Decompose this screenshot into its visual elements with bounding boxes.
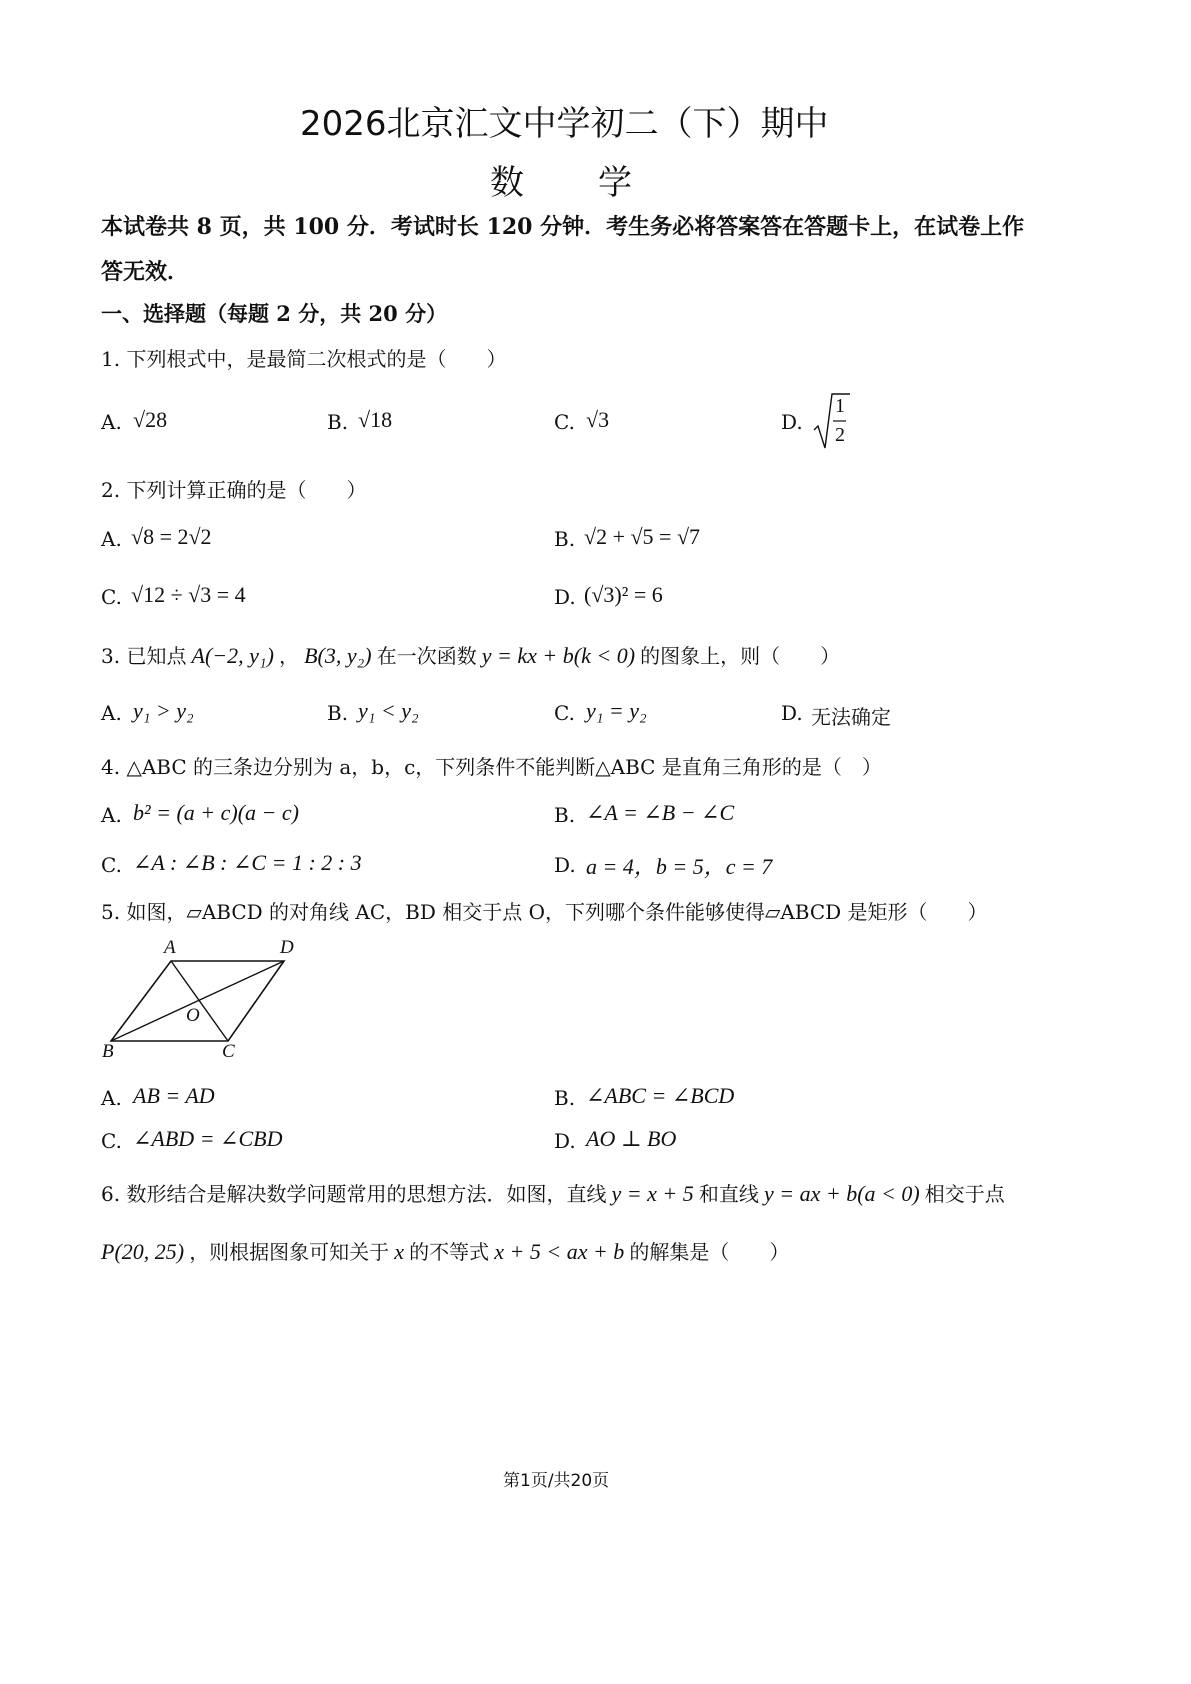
q4-option-c-expr: ∠A : ∠B : ∠C = 1 : 2 : 3 [133,850,362,875]
figure-label-b: B [102,1041,114,1062]
q3-point-a: A(−2, y₁) [191,643,274,668]
q3-prefix: 3. 已知点 [101,644,187,668]
q5-option-c-expr: ∠ABD = ∠CBD [133,1126,283,1151]
figure-label-c: C [222,1041,235,1062]
q6-line2-x: x [394,1239,405,1264]
q1-option-d-label: D. [781,410,803,434]
q3-option-c-label: C. [554,701,575,725]
question-3-stem [101,640,840,669]
q4-option-d-expr: a = 4，b = 5，c = 7 [586,854,773,879]
q4-option-d-label: D. [554,853,576,877]
q1-option-b-expr: √18 [358,407,393,432]
q3-mid: 在一次函数 [376,644,477,668]
question-5-stem: 5. 如图，▱ABCD 的对角线 AC，BD 相交于点 O，下列哪个条件能够使得▱ABCD 是矩形（ ） [101,900,988,924]
q5-option-d-label: D. [554,1129,576,1153]
q1-option-a-label: A. [101,410,122,434]
q1-option-b-label: B. [327,410,349,434]
q1-d-numerator: 1 [835,395,845,417]
figure-label-o: O [186,1005,200,1026]
q2-option-c-expr: √12 ÷ √3 = 4 [131,582,246,607]
q1-option-a-expr: √28 [133,407,168,432]
q1-option-c-label: C. [554,410,575,434]
parallelogram-diagram [100,935,310,1065]
q1-d-denominator: 2 [835,424,845,446]
q3-option-b-expr: y₁ < y₂ [358,698,419,723]
sqrt-fraction-icon [812,390,852,452]
q6-line2-expr: x + 5 < ax + b [494,1239,625,1264]
q5-option-a-label: A. [101,1086,122,1110]
q6-line1-prefix: 6. 数形结合是解决数学问题常用的思想方法．如图，直线 [101,1182,607,1206]
question-2-stem: 2. 下列计算正确的是（ ） [101,478,367,502]
q3-point-b: B(3, y₂) [304,643,372,668]
q3-sep: ， [279,644,299,668]
q2-option-b-expr: √2 + √5 = √7 [584,524,701,549]
q3-option-b-label: B. [327,701,349,725]
q3-option-d-text: 无法确定 [811,705,891,729]
q6-line1-expr2: y = ax + b(a < 0) [763,1181,920,1206]
q3-function: y = kx + b(k < 0) [481,643,636,668]
q4-option-a-expr: b² = (a + c)(a − c) [133,800,299,825]
subject-title: 数 学 [490,163,634,203]
q5-option-d-expr: AO ⊥ BO [586,1126,677,1151]
q2-option-c-label: C. [101,585,122,609]
q3-suffix: 的图象上，则（ ） [640,644,841,668]
q3-option-d-label: D. [781,701,803,725]
q5-option-a-expr: AB = AD [133,1083,215,1108]
page-footer: 第1页/共20页 [503,1471,610,1491]
question-6-line2 [101,1236,789,1265]
figure-label-d: D [280,937,294,958]
q5-option-b-expr: ∠ABC = ∠BCD [586,1083,735,1108]
q2-option-d-expr: (√3)² = 6 [584,582,663,607]
instructions-line2: 答无效． [101,259,190,285]
q6-line1-expr1: y = x + 5 [611,1181,694,1206]
figure-label-a: A [164,937,176,958]
instructions-line1: 本试卷共 8 页，共 100 分．考试时长 120 分钟．考生务必将答案答在答题卡上，在试卷上作 [101,214,1025,240]
q1-option-d-expr [812,390,852,452]
q6-line2-mid: ，则根据图象可知关于 [189,1240,390,1264]
q6-line2-suffix: 的解集是（ ） [629,1240,790,1264]
q5-option-c-label: C. [101,1129,122,1153]
q3-option-c-expr: y₁ = y₂ [586,698,647,723]
q6-line2-mid2: 的不等式 [409,1240,490,1264]
q2-option-a-label: A. [101,527,122,551]
q3-option-a-expr: y₁ > y₂ [133,698,194,723]
exam-title: 2026北京汇文中学初二（下）期中 [300,104,829,144]
q1-option-c-expr: √3 [586,407,610,432]
q2-option-a-expr: √8 = 2√2 [131,524,212,549]
q2-option-d-label: D. [554,585,576,609]
q2-option-b-label: B. [554,527,576,551]
q6-line2-point: P(20, 25) [101,1239,185,1264]
q4-option-a-label: A. [101,803,122,827]
question-1-stem: 1. 下列根式中，是最简二次根式的是（ ） [101,347,507,371]
q6-line1-mid: 和直线 [698,1182,759,1206]
q5-option-b-label: B. [554,1086,576,1110]
parallelogram-figure [100,935,310,1065]
q4-option-b-label: B. [554,803,576,827]
q4-option-b-expr: ∠A = ∠B − ∠C [586,800,735,825]
q6-line1-suffix: 相交于点 [924,1182,1005,1206]
question-4-stem: 4. △ABC 的三条边分别为 a，b，c，下列条件不能判断△ABC 是直角三角形的是（ ） [101,755,882,779]
q3-option-a-label: A. [101,701,122,725]
q4-option-c-label: C. [101,853,122,877]
section-heading: 一、选择题（每题 2 分，共 20 分） [101,301,448,326]
question-6-line1 [101,1178,1005,1207]
